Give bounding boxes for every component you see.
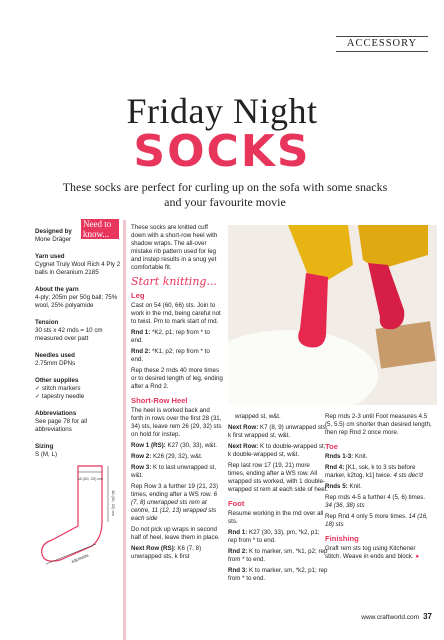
finishing-text: [325, 545, 433, 561]
leg-repeat: Rep these 2 rnds 40 more times or to desired length of leg, ending after a Rnd 2.: [131, 367, 223, 390]
toe-rnd-5-label: Rnds 5:: [325, 483, 348, 490]
wrap-continuation: wrapped st, w&t.: [235, 413, 281, 420]
heel-finish: Rep last row 17 (19, 21) more times, ending after a WS row. All wrapped sts worked, with 1 double-wrapped st rem at each side of heel.: [228, 462, 328, 493]
toe-final-note: 14 (16, 18) sts: [325, 513, 428, 528]
foot-repeat: Rep rnds 2-3 until Foot measures 4.5 (5, 5.5) cm shorter than desired length, then rep Rnd 2 once more.: [325, 413, 432, 436]
row-3: [131, 464, 223, 480]
height-label: 18 (20, 22) cm: [111, 490, 116, 516]
standfirst: These socks are perfect for curling up on the sofa with some snacks and your favourite movie: [62, 180, 388, 209]
end-mark-icon: ●: [415, 553, 420, 560]
toe-repeat: [325, 494, 433, 510]
supplies-label: Other supplies: [35, 377, 79, 384]
tag-line1: Need to: [83, 219, 112, 229]
yarn-used: Cygnet Truly Wool Rich 4 Ply 2 balls in Geranium 2185: [35, 261, 121, 276]
toe-rnds-1-3-text: Knit.: [354, 453, 368, 460]
designed-by-label: Designed by: [35, 228, 72, 235]
finishing-heading: Finishing: [325, 534, 359, 543]
toe-rnd-5: [325, 483, 433, 491]
next-row-b-text: K to double-wrapped st, k double-wrapped st, w&t.: [228, 443, 326, 458]
title-line1: Friday Night: [126, 91, 318, 131]
foot-text: Resume working in the rnd over all sts.: [228, 510, 324, 525]
toe-rnd-4-note: 4 sts dec'd: [393, 472, 423, 479]
next-row-b: [228, 443, 328, 459]
finishing-body: Graft rem sts tog using Kitchener stitch. Weave in ends and block.: [325, 545, 416, 560]
needles-label: Needles used: [35, 352, 75, 359]
foot-rnd-2: [228, 548, 328, 564]
leg-width-label: 18 (20, 22) cm: [77, 476, 103, 481]
tension-label: Tension: [35, 319, 59, 326]
foot-rnd-3: [228, 567, 328, 583]
toe-final-text: Rep Rnd 4 only 5 more times.: [325, 513, 407, 520]
toe-rnds-1-3-label: Rnds 1-3:: [325, 453, 354, 460]
next-row-a-text: K7 (8, 9) unwrapped sts, k first wrapped st, w&t.: [228, 424, 328, 439]
supply-item: ✓ tapestry needle: [35, 393, 85, 400]
yarn-used-label: Yarn used: [35, 253, 65, 260]
toe-rnd-5-text: Knit.: [349, 483, 362, 490]
next-row-b-label: Next Row:: [228, 443, 259, 450]
page-footer: [361, 612, 432, 621]
heel-repeat-text: Rep Row 3 a further 19 (21, 23) times, ending after a WS row.: [131, 483, 219, 498]
foot-heading: Foot: [228, 499, 245, 508]
foot-rnd-1: [228, 529, 328, 545]
leg-heading: Leg: [131, 291, 145, 300]
designed-by: Mone Dräger: [35, 236, 72, 243]
about-yarn: 4-ply; 205m per 50g ball; 75% wool, 25% polyamide: [35, 294, 118, 309]
sock-diagram: [36, 460, 121, 570]
next-row-a: [228, 424, 328, 440]
foot-label: adjustable: [70, 552, 90, 564]
footer-url: www.craftworld.com: [361, 614, 420, 621]
tag-line2: know...: [83, 228, 110, 239]
foot-rnd-2-label: Rnd 2:: [228, 548, 248, 555]
socks-photo: [228, 225, 437, 405]
toe-heading: Toe: [325, 442, 338, 451]
next-row-label: Next Row (RS):: [131, 545, 176, 552]
sizing: S (M, L): [35, 451, 58, 458]
info-column: [35, 228, 125, 459]
heel-heading: Short-Row Heel: [131, 396, 188, 405]
rnd-2-label: Rnd 2:: [131, 348, 151, 355]
next-row-a-label: Next Row:: [228, 424, 259, 431]
supply-item: ✓ stitch markers: [35, 385, 81, 392]
instructions-column-3: [325, 413, 433, 564]
about-label: About the yarn: [35, 286, 79, 293]
rnd-1: [131, 329, 223, 345]
row-3-text: K to last unwrapped st, w&t.: [131, 464, 216, 479]
start-knitting-heading: Start knitting...: [131, 275, 217, 288]
tension: 30 sts x 42 rnds = 10 cm measured over patt: [35, 327, 103, 342]
rnd-1-label: Rnd 1:: [131, 329, 151, 336]
page-number: 37: [423, 612, 432, 621]
rnd-2-text: *K1, p2; rep from * to end.: [131, 348, 210, 363]
instructions-column-2: [228, 413, 328, 586]
foot-rnd-3-label: Rnd 3:: [228, 567, 248, 574]
toe-final: [325, 513, 433, 529]
abbrev-label: Abbreviations: [35, 410, 77, 417]
heel-repeat-note: 6 (7, 8) unwrapped sts rem at centre, 11 (12, 13) wrapped sts each side: [131, 491, 218, 522]
toe-repeat-text: Rep rnds 4-5 a further 4 (5, 6) times.: [325, 494, 426, 501]
row-1-label: Row 1 (RS):: [131, 442, 166, 449]
rnd-2: [131, 348, 223, 364]
foot-rnd-1-text: K27 (30, 33), pm, *k2, p1; rep from * to end.: [228, 529, 320, 544]
row-1: [131, 442, 223, 450]
sizing-label: Sizing: [35, 443, 54, 450]
row-1-text: K27 (30, 33), w&t.: [167, 442, 217, 449]
row-2-label: Row 2:: [131, 453, 152, 460]
row-2-text: K26 (29, 32), w&t.: [153, 453, 203, 460]
toe-rnds-1-3: [325, 453, 433, 461]
next-row: [131, 545, 223, 561]
leg-text: Cast on 54 (60, 66) sts. Join to work in the rnd, being careful not to twist. Pm to mark start of rnd.: [131, 302, 221, 325]
heel-wraps-note: Do not pick up wraps in second half of heel, leave them in place.: [131, 526, 220, 541]
row-2: [131, 453, 223, 461]
title-line2: SOCKS: [133, 126, 311, 177]
next-row-text: K6 (7, 8) unwrapped sts, k first: [131, 545, 202, 560]
toe-rnd-4-label: Rnd 4:: [325, 464, 345, 471]
section-label: ACCESSORY: [336, 36, 428, 52]
foot-rnd-1-label: Rnd 1:: [228, 529, 248, 536]
gift-box: [375, 321, 435, 368]
heel-repeat: [131, 483, 223, 523]
instructions-column-1: [131, 224, 223, 564]
abbrev: See page 78 for all abbreviations: [35, 418, 87, 433]
heel-text: The heel is worked back and forth in rows over the first 28 (31, 34) sts, leave rem 26 (29, 32) sts on hold for instep.: [131, 407, 222, 438]
toe-repeat-note: 34 (36, 38) sts: [325, 502, 365, 509]
foot-rnd-3-text: K to marker, sm, *k2, p1; rep from * to end.: [228, 567, 328, 582]
needles: 2.75mm DPNs: [35, 360, 76, 367]
intro-text: These socks are knitted cuff down with a short-row heel with shadow wraps. The all-over mistake rib pattern used for leg and instep results in a snug yet comfortable fit.: [131, 224, 218, 271]
foot-rnd-2-text: K to marker, sm, *k1, p2; rep from * to end.: [228, 548, 328, 563]
row-3-label: Row 3:: [131, 464, 152, 471]
toe-rnd-4-text: [K1, ssk, k to 3 sts before marker, k2tog, k1] twice.: [325, 464, 416, 479]
rnd-1-text: *K2, p1; rep from * to end.: [131, 329, 210, 344]
toe-rnd-4: [325, 464, 433, 480]
